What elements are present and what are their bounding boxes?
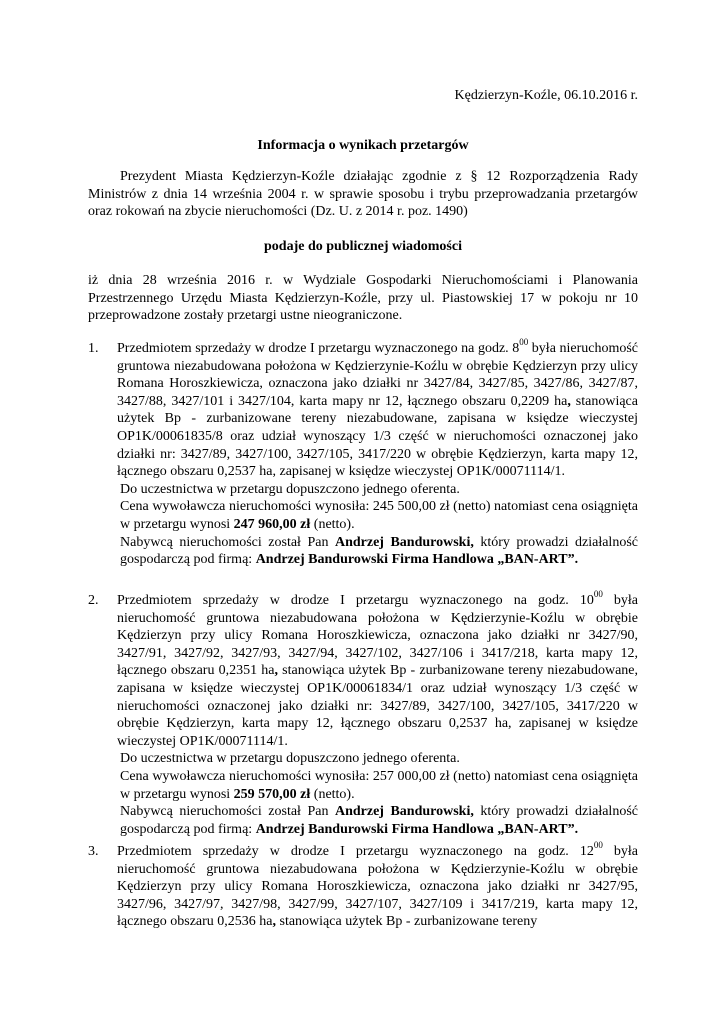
item-time-sup: 00 — [519, 337, 529, 348]
document-date: Kędzierzyn-Koźle, 06.10.2016 r. — [454, 88, 638, 103]
item-lead: Przedmiotem sprzedaży w drodze I przetargu wyznaczonego na godz. 12 — [117, 844, 594, 859]
item-buyer-company: Andrzej Bandurowski Firma Handlowa „BAN-ART”. — [255, 821, 579, 837]
item-buyer-text: Nabywcą nieruchomości został Pan — [120, 804, 335, 820]
item-buyer-name: Andrzej Bandurowski, — [334, 804, 474, 820]
item-buyer-mid: który prowadzi działalność gospodarczą pod firmą: — [120, 804, 638, 837]
item-buyer-text: Nabywcą nieruchomości został Pan — [120, 534, 335, 550]
item-after-time: była nieruchomość gruntowa niezabudowana położona w Kędzierzynie-Koźlu w obrębie Kędzierzyn przy ulicy Romana Horoszkiewicza, oznaczona jako działki nr 3427/84, 3427/85, 3427/86, 3427/87, 3427/88, 3427/101 i 3427/104, karta mapy nr 12, łącznego obszaru 0,2209 ha — [117, 341, 639, 409]
item-price-suffix: (netto). — [310, 516, 355, 532]
item-price-text: Cena wywoławcza nieruchomości wynosiła: 257 000,00 zł (netto) natomiast cena osiągnięta w przetargu wynosi — [120, 768, 638, 802]
item-description — [117, 840, 639, 931]
item-price — [120, 768, 638, 803]
item-price — [120, 498, 638, 533]
item-after-time: była nieruchomość gruntowa niezabudowana położona w Kędzierzynie-Koźlu w obrębie Kędzierzyn przy ulicy Romana Horoszkiewicza, oznaczona jako działki nr 3427/90, 3427/91, 3427/92, 3427/93, 3427/94, 3427/102, 3427/106 i 3417/218, karta mapy 12, łącznego obszaru 0,2351 ha — [117, 593, 639, 679]
item-lead: Przedmiotem sprzedaży w drodze I przetargu wyznaczonego na godz. 8 — [117, 341, 520, 356]
item-buyer — [120, 803, 638, 838]
item-bold-comma: , — [272, 914, 276, 930]
document-subtitle: podaje do publicznej wiadomości — [264, 239, 462, 254]
item-description-rest: stanowiąca użytek Bp - zurbanizowane tereny niezabudowane, zapisana w księdze wieczystej OP1K/00061835/8 oraz udział wynoszący 1/3 część w nieruchomości oznaczonej jako działki nr: 3427/89, 3427/100, 3427/105, 3417/220 w obrębie Kędzierzyn, karta mapy 12, łącznego obszaru 0,2537 ha, zapisanej w księdze wieczystej OP1K/00071114/1. — [117, 393, 638, 480]
item-number: 1. — [88, 341, 99, 356]
item-after-time: była nieruchomość gruntowa niezabudowana położona w Kędzierzynie-Koźlu w obrębie Kędzierzyn przy ulicy Romana Horoszkiewicza, oznaczona jako działki nr 3427/95, 3427/96, 3427/97, 3427/98, 3427/99, 3427/107, 3427/109 i 3417/219, karta mapy 12, łącznego obszaru 0,2536 ha — [117, 844, 639, 930]
document-title: Informacja o wynikach przetargów — [257, 138, 469, 153]
item-price-text: Cena wywoławcza nieruchomości wynosiła: 245 500,00 zł (netto) natomiast cena osiągnięta w przetargu wynosi — [120, 499, 638, 532]
item-description — [117, 589, 639, 750]
announcement-paragraph: iż dnia 28 września 2016 r. w Wydziale Gospodarki Nieruchomościami i Planowania Przestrzennego Urzędu Miasta Kędzierzyn-Koźle, przy ul. Piastowskiej 17 w pokoju nr 10 przeprowadzone zostały przetargi ustne nieograniczone. — [88, 273, 638, 324]
item-price-suffix: (netto). — [310, 786, 355, 802]
item-description-rest: stanowiąca użytek Bp - zurbanizowane tereny niezabudowane, zapisana w księdze wieczystej OP1K/00061834/1 oraz udział wynoszący 1/3 część w nieruchomości oznaczonej jako działki nr: 3427/89, 3427/100, 3427/105, 3417/220 w obrębie Kędzierzyn, karta mapy 12, łącznego obszaru 0,2537 ha, zapisanej w księdze wieczystej OP1K/00071114/1. — [117, 663, 638, 749]
item-participants: Do uczestnictwa w przetargu dopuszczono jednego oferenta. — [120, 751, 460, 767]
item-bold-comma: , — [274, 663, 279, 679]
item-number: 3. — [88, 844, 99, 859]
item-time-sup: 00 — [593, 840, 603, 851]
item-number: 2. — [88, 593, 99, 608]
item-bold-comma: , — [567, 393, 571, 409]
item-body — [117, 589, 639, 838]
intro-text: Prezydent Miasta Kędzierzyn-Koźle działając zgodnie z § 12 Rozporządzenia Rady Ministrów z dnia 14 września 2004 r. w sprawie sposobu i trybu przeprowadzania przetargów oraz rokowań na zbycie nieruchomości (Dz. U. z 2014 r. poz. 1490) — [88, 169, 638, 220]
tender-item — [88, 337, 639, 569]
item-description — [117, 337, 639, 481]
item-body — [117, 840, 639, 931]
item-buyer-company: Andrzej Bandurowski Firma Handlowa „BAN-ART”. — [255, 552, 579, 568]
tender-item — [88, 840, 639, 931]
item-price-final: 247 960,00 zł — [233, 516, 311, 532]
item-body — [117, 337, 639, 569]
item-lead: Przedmiotem sprzedaży w drodze I przetargu wyznaczonego na godz. 10 — [117, 593, 594, 608]
item-description-rest: stanowiąca użytek Bp - zurbanizowane tereny — [276, 914, 538, 930]
item-buyer — [120, 534, 638, 569]
intro-paragraph — [88, 168, 638, 221]
item-price-final: 259 570,00 zł — [233, 786, 311, 802]
item-time-sup: 00 — [593, 589, 603, 600]
item-participants: Do uczestnictwa w przetargu dopuszczono jednego oferenta. — [120, 481, 460, 497]
item-buyer-name: Andrzej Bandurowski, — [334, 534, 474, 550]
tender-item — [88, 589, 639, 838]
item-buyer-mid: który prowadzi działalność gospodarczą pod firmą: — [120, 534, 638, 568]
